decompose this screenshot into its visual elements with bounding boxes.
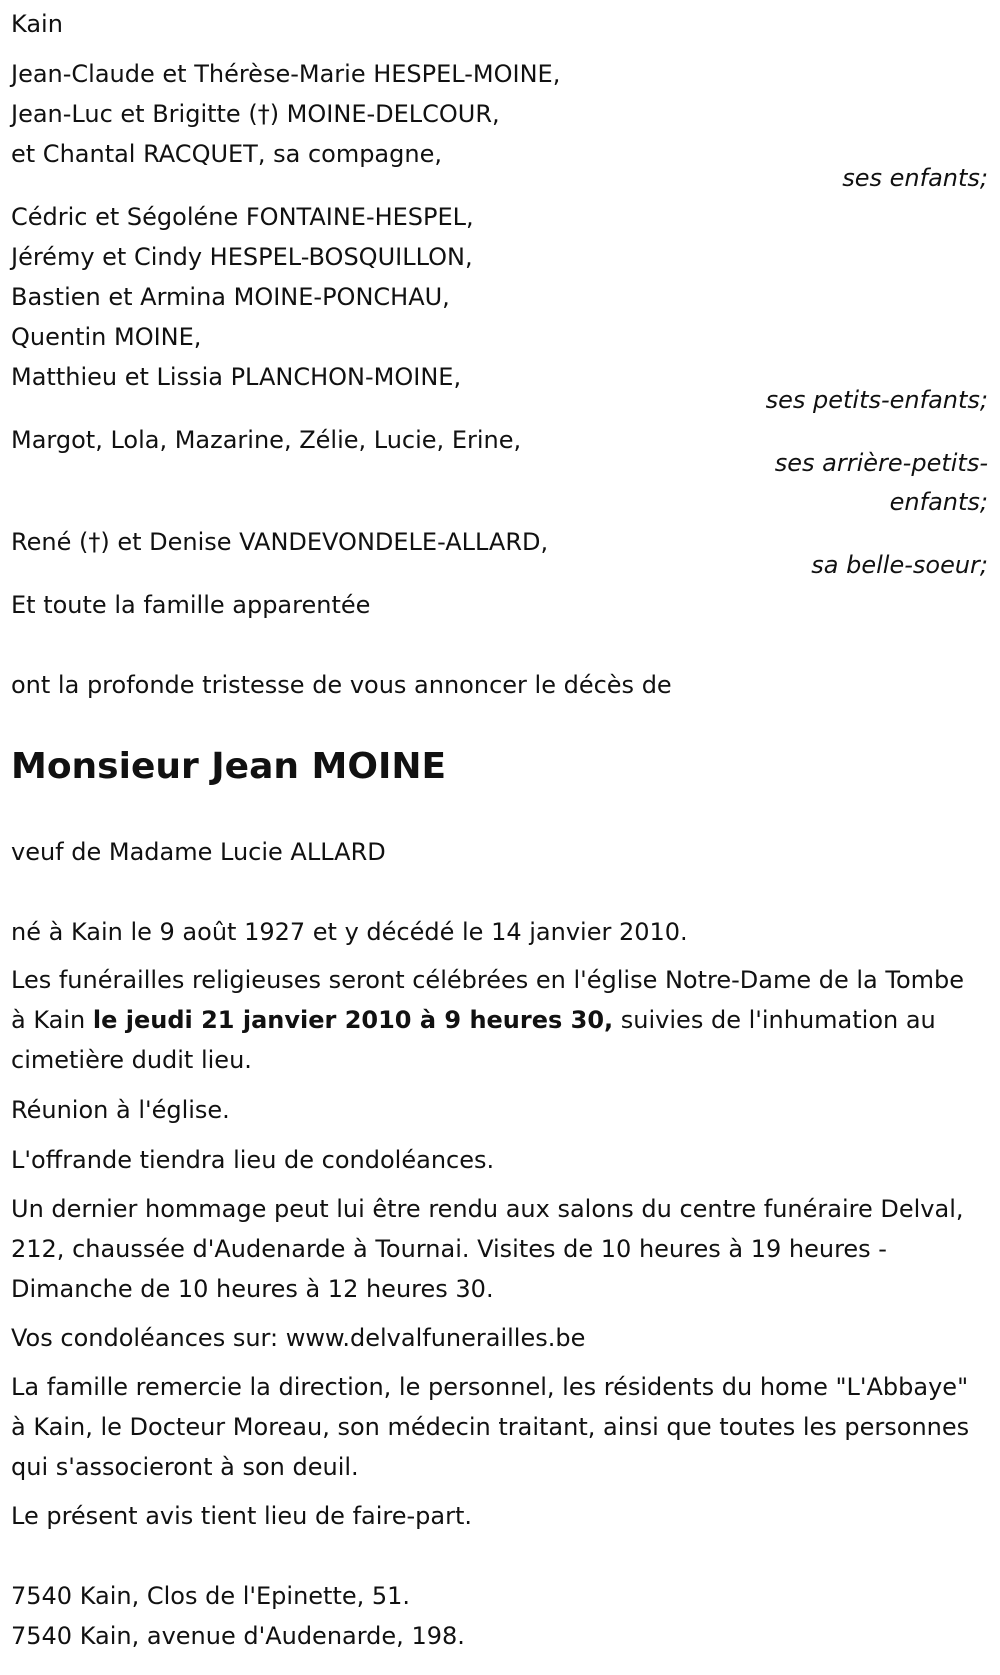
funeral-text: suivies de l'inhumation au cimetière dudit lieu. [11,1006,936,1074]
location: Kain [11,10,63,38]
family-line: Bastien et Armina MOINE-PONCHAU, [11,283,450,311]
family-line: Quentin MOINE, [11,323,202,351]
relation-label: enfants; [889,488,988,516]
offering: L'offrande tiendra lieu de condoléances. [11,1146,495,1174]
relation-label: ses enfants; [842,164,988,192]
address: 7540 Kain, avenue d'Audenarde, 198. [11,1622,465,1650]
family-line: Cédric et Ségoléne FONTAINE-HESPEL, [11,203,474,231]
family-line: René (†) et Denise VANDEVONDELE-ALLARD, [11,528,549,556]
condolences-link[interactable]: www.delvalfunerailles.be [285,1324,586,1352]
family-line: Matthieu et Lissia PLANCHON-MOINE, [11,363,462,391]
family-line: Jean-Claude et Thérèse-Marie HESPEL-MOINE, [11,60,561,88]
family-line: Margot, Lola, Mazarine, Zélie, Lucie, Erine, [11,426,522,454]
announcement: ont la profonde tristesse de vous annoncer le décès de [11,671,672,699]
thanks: La famille remercie la direction, le personnel, les résidents du home "L'Abbaye" à Kain, le Docteur Moreau, son médecin traitant, ainsi que toutes les personnes qui s'associeront à son deuil. [11,1373,970,1481]
relation-label: sa belle-soeur; [811,551,988,579]
funeral-details [11,960,986,1080]
extended-family: Et toute la famille apparentée [11,591,371,619]
widower-of: veuf de Madame Lucie ALLARD [11,838,386,866]
birth-death: né à Kain le 9 août 1927 et y décédé le 14 janvier 2010. [11,918,688,946]
relation-label: ses arrière-petits- [774,449,988,477]
family-line: Jean-Luc et Brigitte (†) MOINE-DELCOUR, [11,100,500,128]
funeral-text: Les funérailles religieuses seront célébrées en l'église Notre-Dame de la Tombe à Kain [11,966,965,1034]
condolences [11,1318,585,1358]
family-line: et Chantal RACQUET, sa compagne, [11,140,442,168]
relation-label: ses petits-enfants; [765,386,988,414]
funeral-date: le jeudi 21 janvier 2010 à 9 heures 30, [92,1006,614,1034]
visitation: Un dernier hommage peut lui être rendu aux salons du centre funéraire Delval, 212, chaussée d'Audenarde à Tournai. Visites de 10 heures à 19 heures - Dimanche de 10 heures à 12 heures 30. [11,1195,964,1303]
address: 7540 Kain, Clos de l'Epinette, 51. [11,1582,411,1610]
family-line: Jérémy et Cindy HESPEL-BOSQUILLON, [11,243,473,271]
notice: Le présent avis tient lieu de faire-part. [11,1502,473,1530]
meeting: Réunion à l'église. [11,1096,230,1124]
deceased-name: Monsieur Jean MOINE [11,746,447,787]
condolences-label: Vos condoléances sur: [11,1324,286,1352]
